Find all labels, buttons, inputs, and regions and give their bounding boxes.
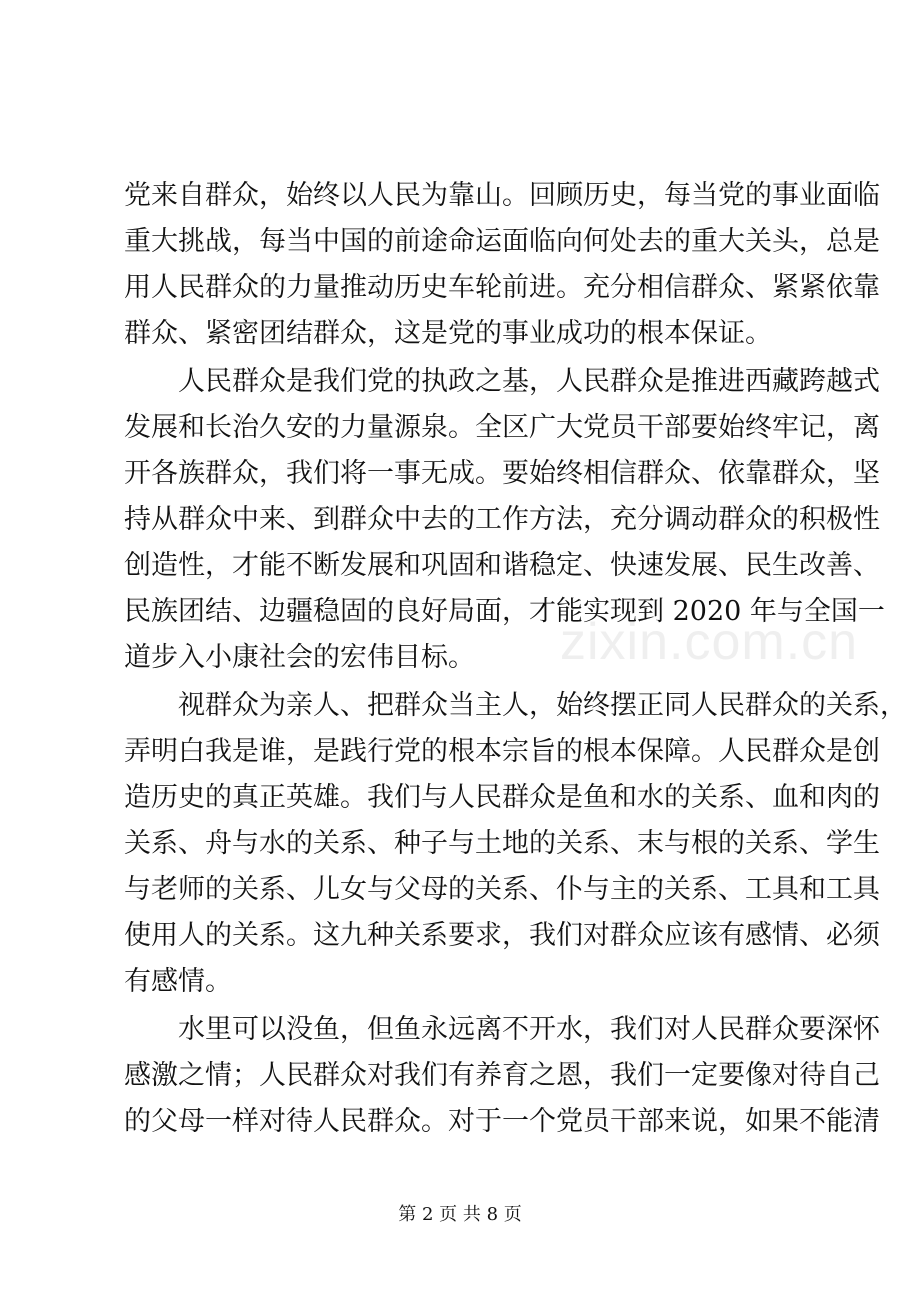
paragraph-3-line-1: 视群众为亲人、把群众当主人，始终摆正同人民群众的关系， (178, 690, 907, 721)
paragraph-1-line-2: 重大挑战，每当中国的前途命运面临向何处去的重大关头，总是 (124, 226, 880, 257)
paragraph-2-line-2: 发展和长治久安的力量源泉。全区广大党员干部要始终牢记，离 (124, 412, 880, 443)
paragraph-3-line-4: 关系、舟与水的关系、种子与土地的关系、末与根的关系、学生 (124, 828, 880, 859)
paragraph-4-line-3: 的父母一样对待人民群众。对于一个党员干部来说，如果不能清 (124, 1106, 880, 1137)
paragraph-3-line-5: 与老师的关系、儿女与父母的关系、仆与主的关系、工具和工具 (124, 874, 880, 905)
paragraph-1-line-4: 群众、紧密团结群众，这是党的事业成功的根本保证。 (124, 318, 772, 349)
paragraph-3-line-3: 造历史的真正英雄。我们与人民群众是鱼和水的关系、血和肉的 (124, 782, 880, 813)
paragraph-2-line-7: 道步入小康社会的宏伟目标。 (124, 642, 475, 673)
page-number-footer: 第 2 页 共 8 页 (398, 1204, 522, 1225)
paragraph-4-line-2: 感激之情；人民群众对我们有养育之恩，我们一定要像对待自己 (124, 1060, 880, 1091)
paragraph-1-line-3: 用人民群众的力量推动历史车轮前进。充分相信群众、紧紧依靠 (124, 272, 880, 303)
paragraph-1-line-1: 党来自群众，始终以人民为靠山。回顾历史，每当党的事业面临 (124, 180, 880, 211)
paragraph-3-line-2: 弄明白我是谁，是践行党的根本宗旨的根本保障。人民群众是创 (124, 736, 880, 767)
paragraph-3-line-6: 使用人的关系。这九种关系要求，我们对群众应该有感情、必须 (124, 920, 880, 951)
paragraph-2-line-1: 人民群众是我们党的执政之基，人民群众是推进西藏跨越式 (178, 366, 880, 397)
paragraph-2-line-5: 创造性，才能不断发展和巩固和谐稳定、快速发展、民生改善、 (124, 550, 880, 581)
paragraph-2-line-6: 民族团结、边疆稳固的良好局面，才能实现到 2020 年与全国一 (124, 596, 885, 627)
paragraph-4-line-1: 水里可以没鱼，但鱼永远离不开水，我们对人民群众要深怀 (178, 1014, 880, 1045)
paragraph-2-line-3: 开各族群众，我们将一事无成。要始终相信群众、依靠群众，坚 (124, 458, 880, 489)
paragraph-3-line-7: 有感情。 (124, 966, 232, 997)
paragraph-2-line-4: 持从群众中来、到群众中去的工作方法，充分调动群众的积极性 (124, 504, 880, 535)
watermark: zixin.com.cn (560, 613, 859, 671)
